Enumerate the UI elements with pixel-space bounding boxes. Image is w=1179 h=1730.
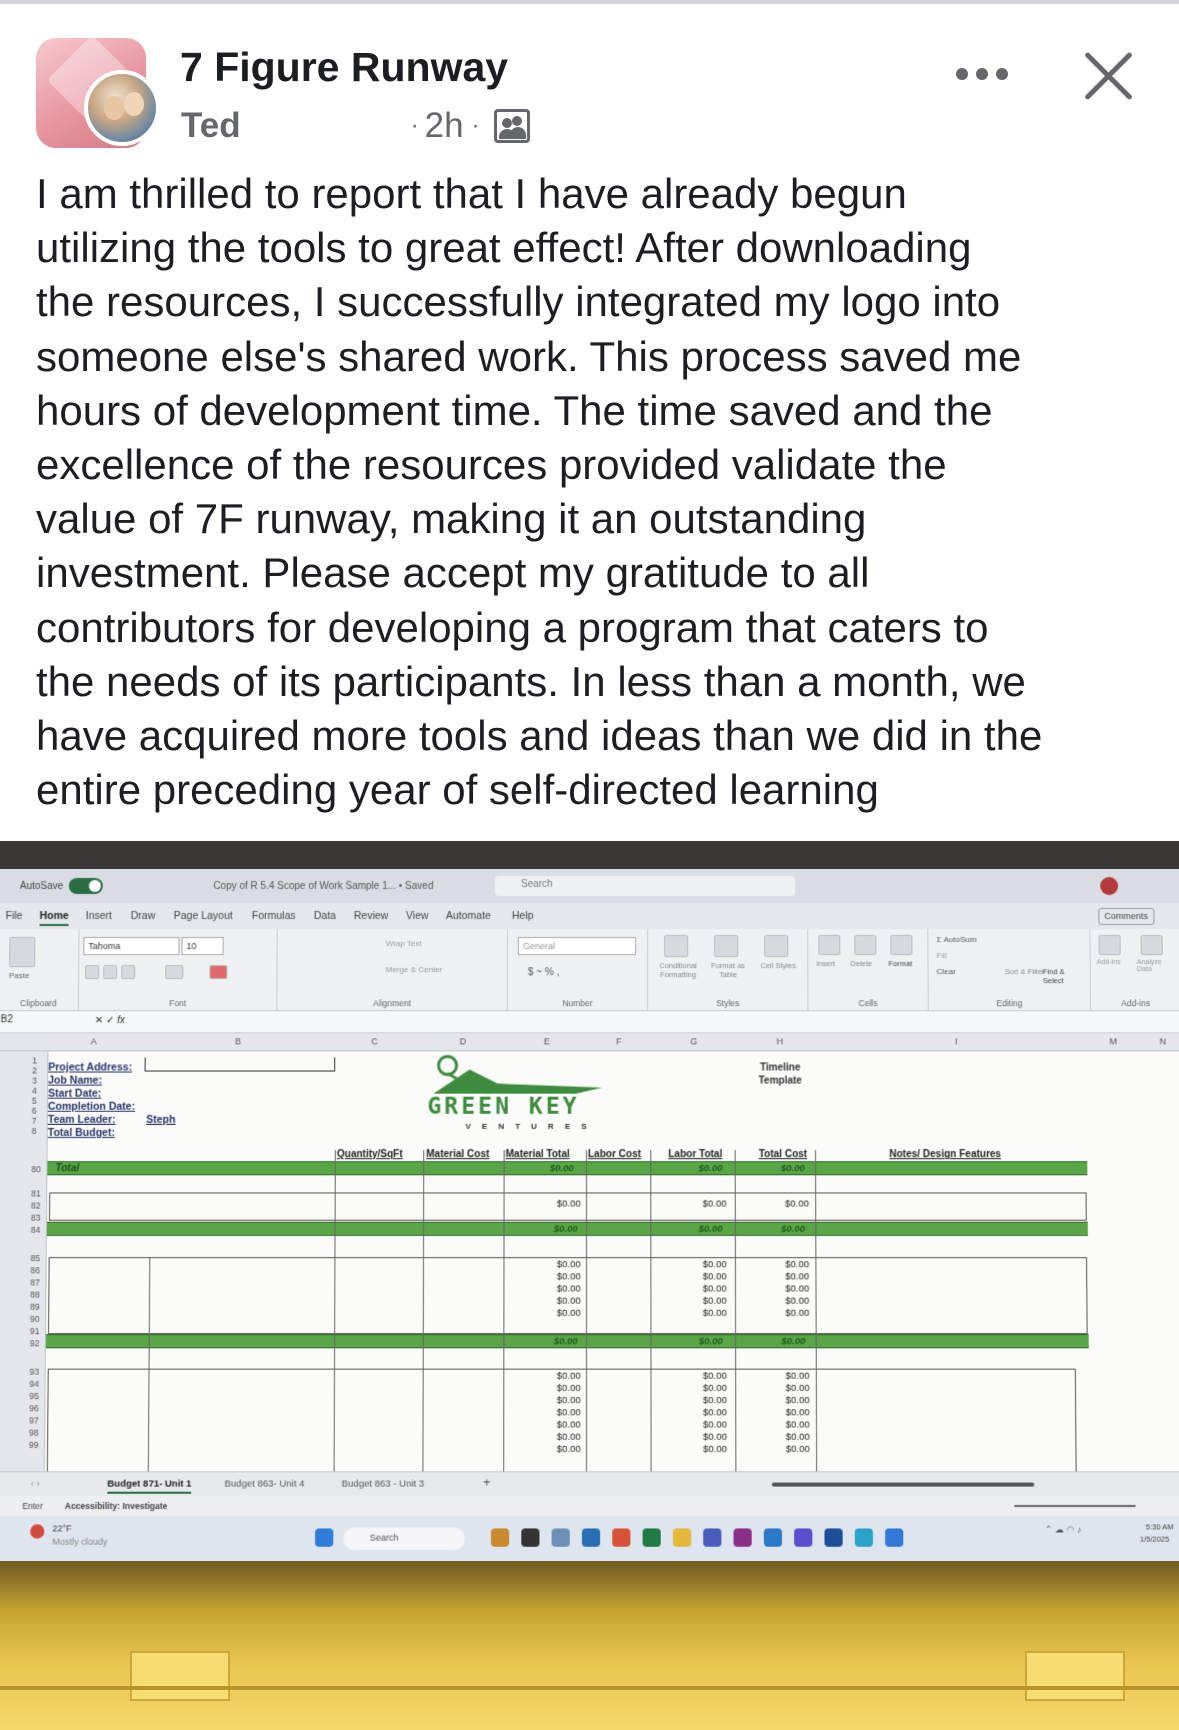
cell-value: $0.00	[703, 1431, 728, 1443]
column-header: F	[616, 1036, 622, 1047]
post-text-line: I am thrilled to report that I have already begun	[36, 170, 907, 217]
menu-data: Data	[313, 910, 337, 923]
post-text-line: entire preceding year of self-directed learning	[36, 766, 879, 814]
cell-value: $0.00	[556, 1382, 581, 1395]
cell-value: $0.00	[785, 1419, 810, 1431]
author-name[interactable]: Ted	[181, 106, 241, 145]
cell-value: $0.00	[702, 1259, 727, 1271]
group-label: Editing	[996, 998, 1023, 1009]
analyze-data-label: Analyze Data	[1136, 959, 1162, 974]
header-material-total: Material Total	[505, 1149, 570, 1161]
cell-value: $0.00	[785, 1307, 810, 1319]
menu-help: Help	[511, 910, 534, 923]
subtotal-value: $0.00	[698, 1336, 723, 1348]
row-number: 89	[30, 1301, 40, 1312]
excel-taskbar-icon	[643, 1528, 661, 1546]
user-avatar[interactable]	[84, 70, 160, 146]
logo-subtitle: VENTURES	[465, 1121, 598, 1131]
zoom-slider	[1014, 1505, 1135, 1507]
subtotal-value: $0.00	[781, 1223, 806, 1235]
cell-value: $0.00	[556, 1307, 581, 1319]
header-notes: Notes/ Design Features	[889, 1149, 1002, 1161]
taskbar-app-icon	[521, 1528, 539, 1546]
subtotal-value: $0.00	[781, 1336, 806, 1348]
cell-value: $0.00	[785, 1382, 810, 1395]
menu-insert: Insert	[85, 910, 112, 923]
post-text-line: investment. Please accept my gratitude to all	[36, 549, 870, 597]
cell-value: $0.00	[556, 1283, 581, 1295]
clear-label: Clear	[936, 967, 956, 977]
row-numbers	[0, 1051, 48, 1471]
name-box: B2	[0, 1014, 13, 1026]
more-options-icon[interactable]	[950, 54, 1014, 94]
taskbar-app-icon	[703, 1528, 721, 1546]
total-budget-label: Total Budget:	[47, 1126, 115, 1139]
cell-value: $0.00	[703, 1443, 728, 1456]
post-body	[36, 167, 1156, 817]
paste-icon	[9, 937, 35, 967]
taskbar-app-icon	[824, 1528, 842, 1546]
row-number: 98	[28, 1427, 39, 1438]
row-number: 92	[29, 1338, 40, 1349]
team-leader-label: Team Leader:	[47, 1113, 116, 1126]
taskbar-search	[343, 1527, 464, 1549]
header-labor-total: Labor Total	[668, 1149, 723, 1161]
row-number: 6	[31, 1105, 37, 1116]
windows-taskbar	[0, 1516, 1179, 1561]
delete-label: Delete	[850, 959, 873, 969]
cell-value: $0.00	[702, 1370, 727, 1382]
row-number: 81	[31, 1188, 41, 1199]
post-text-line: excellence of the resources provided validate the	[36, 441, 947, 489]
ribbon-group-cells	[808, 929, 929, 1011]
insert-cells-icon	[818, 935, 840, 955]
row-number: 82	[30, 1200, 41, 1211]
taskbar-app-icon	[673, 1528, 691, 1546]
team-leader-value: Steph	[146, 1113, 176, 1126]
menu-file: File	[5, 910, 23, 923]
column-header: C	[371, 1036, 378, 1047]
total-cost-value: $0.00	[780, 1163, 805, 1175]
cell-value: $0.00	[785, 1370, 810, 1382]
fill-label: Fill	[936, 951, 947, 961]
row-number: 85	[30, 1253, 41, 1264]
row-number: 8	[31, 1125, 37, 1136]
group-label: Cells	[858, 998, 878, 1009]
formula-bar	[0, 1011, 1179, 1033]
material-total-value: $0.00	[549, 1163, 574, 1175]
group-icon	[494, 109, 530, 143]
fx-icon: ✕ ✓ fx	[94, 1015, 126, 1027]
menu-automate: Automate	[445, 910, 491, 923]
job-name-label: Job Name:	[48, 1074, 103, 1087]
total-label: Total	[55, 1163, 80, 1175]
group-label: Clipboard	[20, 998, 57, 1009]
post-photo[interactable]	[0, 841, 1179, 1730]
document-title: Copy of R 5.4 Scope of Work Sample 1... • Saved	[213, 880, 434, 892]
taskbar-app-icon	[885, 1528, 903, 1546]
cell-value: $0.00	[556, 1407, 581, 1419]
cell-value: $0.00	[556, 1431, 581, 1443]
borders-icon	[165, 965, 183, 979]
project-address-label: Project Address:	[48, 1061, 133, 1074]
profile-avatar	[1100, 877, 1118, 895]
column-headers	[0, 1033, 1179, 1051]
add-sheet-button: +	[482, 1474, 491, 1490]
laptop-hinge	[0, 1686, 1179, 1690]
comments-button: Comments	[1098, 908, 1154, 925]
cell-value: $0.00	[702, 1407, 727, 1419]
row-number: 84	[30, 1224, 41, 1235]
header-quantity: Quantity/SqFt	[336, 1149, 403, 1161]
row-number: 2	[32, 1065, 38, 1076]
header-material-cost: Material Cost	[426, 1149, 490, 1161]
weather-desc: Mostly cloudy	[52, 1536, 108, 1547]
taskbar-app-icon	[794, 1528, 812, 1546]
cell-value: $0.00	[702, 1307, 727, 1319]
font-color-icon	[209, 965, 227, 979]
ribbon-group-addins	[1090, 929, 1179, 1011]
cell-value: $0.00	[785, 1407, 810, 1419]
find-select-label: Find & Select	[1042, 967, 1065, 986]
taskbar-app-icon	[612, 1528, 630, 1546]
group-label: Alignment	[373, 998, 412, 1009]
status-mode: Enter	[22, 1500, 43, 1512]
row-number: 99	[28, 1439, 39, 1450]
number-format-box: General	[518, 937, 636, 955]
clock-time: 5:30 AM	[1145, 1522, 1174, 1532]
taskbar-app-icon	[552, 1528, 570, 1546]
group-name[interactable]: 7 Figure Runway	[180, 44, 509, 90]
total-row	[47, 1161, 1087, 1175]
row-number: 96	[29, 1403, 39, 1414]
row-number: 93	[29, 1366, 40, 1377]
cell-value: $0.00	[785, 1271, 810, 1283]
project-address-field	[145, 1057, 336, 1071]
underline-icon	[121, 965, 135, 979]
format-cells-icon	[890, 935, 912, 955]
ribbon-group-alignment	[277, 929, 508, 1011]
menu-page-layout: Page Layout	[173, 910, 233, 923]
ribbon-group-editing	[928, 929, 1091, 1011]
cell-value: $0.00	[785, 1431, 810, 1443]
group-label: Number	[562, 998, 593, 1009]
meta-separator: ·	[410, 112, 419, 139]
row-number: 90	[29, 1313, 40, 1324]
timeline-line-2: Template	[758, 1075, 802, 1087]
row-number: 97	[29, 1415, 39, 1426]
cell-value: $0.00	[702, 1295, 727, 1307]
group-label: Add-ins	[1121, 998, 1151, 1009]
excel-menubar	[0, 903, 1179, 929]
cell-value: $0.00	[702, 1395, 727, 1407]
excel-titlebar	[0, 869, 1179, 903]
logo-name: GREEN KEY	[427, 1093, 580, 1120]
ribbon-group-clipboard	[0, 929, 80, 1011]
ribbon-group-styles	[648, 929, 808, 1011]
subtotal-row	[47, 1222, 1088, 1236]
cell-value: $0.00	[785, 1295, 810, 1307]
laptop-base	[0, 1561, 1179, 1730]
completion-date-label: Completion Date:	[47, 1100, 136, 1113]
group-label: Font	[169, 998, 187, 1009]
row-number: 1	[32, 1055, 38, 1066]
format-table-label: Format as Table	[711, 961, 746, 980]
row-number: 3	[32, 1075, 37, 1086]
cell-styles-icon	[764, 935, 788, 957]
sheet-tab: Budget 863- Unit 4	[224, 1478, 305, 1490]
cell-value: $0.00	[785, 1259, 810, 1271]
subtotal-value: $0.00	[553, 1336, 578, 1348]
subtotal-row	[46, 1334, 1089, 1348]
taskbar-app-icon	[582, 1528, 600, 1546]
row-number: 88	[30, 1289, 40, 1300]
cell-value: $0.00	[785, 1198, 809, 1210]
close-icon[interactable]	[1080, 48, 1136, 104]
row-number: 86	[30, 1265, 41, 1276]
post-header	[0, 4, 1179, 144]
spreadsheet-grid	[0, 1051, 1179, 1471]
column-header: M	[1109, 1036, 1117, 1047]
taskbar-search-label: Search	[369, 1532, 399, 1543]
menu-view: View	[405, 910, 429, 923]
delete-cells-icon	[854, 935, 876, 955]
excel-ribbon	[0, 929, 1179, 1011]
cell-value: $0.00	[702, 1283, 727, 1295]
menu-draw: Draw	[130, 910, 156, 923]
column-header: A	[90, 1036, 97, 1047]
cell-value: $0.00	[556, 1259, 581, 1271]
post-meta	[181, 104, 530, 148]
bold-icon	[85, 965, 99, 979]
row-number: 91	[29, 1326, 40, 1337]
taskbar-app-icon	[855, 1528, 873, 1546]
row-number: 7	[31, 1115, 37, 1126]
post-text-line: someone else's shared work. This process saved me	[36, 332, 1022, 380]
laptop-screen	[0, 869, 1179, 1561]
taskbar-app-icon	[764, 1528, 782, 1546]
sheet-tab: Budget 863 - Unit 3	[341, 1478, 425, 1490]
row-number: 87	[30, 1277, 40, 1288]
laptop-foot	[130, 1651, 230, 1701]
post-text-line: the resources, I successfully integrated my logo into	[36, 278, 1001, 326]
post-text-line: contributors for developing a program that caters to	[36, 603, 989, 651]
cell-value: $0.00	[785, 1283, 810, 1295]
row-number: 80	[31, 1164, 41, 1175]
wrap-text-label: Wrap Text	[385, 939, 422, 949]
autosum-label: Σ AutoSum	[936, 935, 977, 945]
menu-formulas: Formulas	[251, 910, 296, 923]
cell-value: $0.00	[556, 1295, 581, 1307]
conditional-formatting-label: Conditional Formatting	[659, 961, 697, 980]
fx-text: fx	[117, 1015, 126, 1027]
ribbon-group-number	[508, 929, 648, 1011]
autosave-label: AutoSave	[19, 880, 64, 892]
insert-label: Insert	[816, 959, 836, 969]
windows-start-icon	[315, 1528, 333, 1546]
taskbar-app-icon	[733, 1528, 751, 1546]
clock-date: 1/5/2025	[1139, 1534, 1170, 1544]
column-header: G	[690, 1036, 698, 1047]
column-header: D	[459, 1036, 467, 1047]
format-label: Format	[888, 959, 913, 969]
autosum-text: AutoSum	[943, 935, 977, 945]
currency-icon: $ ~ % ,	[527, 967, 560, 979]
sort-filter-label: Sort & Filter	[1004, 967, 1045, 977]
addins-icon	[1099, 935, 1121, 955]
menu-review: Review	[353, 910, 389, 923]
column-header: I	[954, 1036, 958, 1047]
cell-value: $0.00	[556, 1395, 581, 1407]
cell-value: $0.00	[702, 1271, 727, 1283]
format-table-icon	[714, 935, 738, 957]
row-number: 5	[31, 1095, 37, 1106]
cell-value: $0.00	[556, 1419, 581, 1431]
header-labor-cost: Labor Cost	[587, 1149, 642, 1161]
post-text-line: utilizing the tools to great effect! After downloading	[36, 224, 972, 272]
column-header: H	[776, 1036, 784, 1047]
addins-label: Add-ins	[1096, 959, 1121, 967]
cell-value: $0.00	[785, 1443, 810, 1456]
post-text-line: the needs of its participants. In less than a month, we	[36, 657, 1026, 705]
conditional-formatting-icon	[664, 935, 688, 957]
column-header: E	[543, 1036, 550, 1047]
excel-search	[495, 876, 795, 896]
meta-separator: ·	[471, 112, 480, 139]
subtotal-value: $0.00	[698, 1223, 723, 1235]
menu-home: Home	[40, 910, 69, 926]
header-total-cost: Total Cost	[758, 1149, 808, 1161]
post-time[interactable]: 2h	[424, 106, 464, 145]
start-date-label: Start Date:	[48, 1087, 102, 1100]
cell-value: $0.00	[702, 1382, 727, 1395]
cell-value: $0.00	[556, 1443, 581, 1456]
cell-value: $0.00	[556, 1271, 581, 1283]
excel-statusbar	[0, 1496, 1179, 1516]
font-size-box: 10	[181, 937, 223, 955]
post-text-line: hours of development time. The time saved and the	[36, 386, 993, 434]
font-name-box: Tahoma	[83, 937, 179, 955]
row-number: 4	[32, 1085, 37, 1096]
column-header: N	[1159, 1036, 1167, 1047]
cell-value: $0.00	[702, 1198, 727, 1210]
labor-total-value: $0.00	[698, 1163, 723, 1175]
italic-icon	[103, 965, 117, 979]
search-label: Search	[520, 878, 553, 890]
merge-center-label: Merge & Center	[385, 965, 443, 975]
cell-value: $0.00	[785, 1395, 810, 1407]
laptop-foot	[1025, 1651, 1125, 1701]
analyze-data-icon	[1141, 935, 1163, 955]
cell-value: $0.00	[556, 1198, 581, 1210]
sheet-tab: Budget 871- Unit 1	[107, 1478, 191, 1493]
sheet-tabs	[0, 1471, 1179, 1495]
timeline-template-title	[759, 1061, 802, 1087]
post-text-line: have acquired more tools and ideas than we did in the	[36, 712, 1043, 760]
post-text-line: value of 7F runway, making it an outstanding	[36, 495, 867, 543]
cell-styles-label: Cell Styles	[760, 961, 797, 971]
system-tray-icon: ⌃ ☁ ◠ ♪	[1044, 1524, 1082, 1535]
tab-scroll-icon: ‹ ›	[30, 1478, 40, 1490]
subtotal-value: $0.00	[553, 1223, 578, 1235]
row-number: 94	[29, 1378, 40, 1389]
cell-value: $0.00	[702, 1419, 727, 1431]
row-number: 83	[30, 1212, 41, 1223]
weather-icon	[30, 1524, 44, 1538]
group-label: Styles	[716, 998, 740, 1009]
grid-line	[586, 1150, 587, 1471]
timeline-line-1: Timeline	[759, 1062, 801, 1074]
paste-label: Paste	[8, 971, 30, 981]
taskbar-app-icon	[491, 1528, 509, 1546]
column-header: B	[235, 1036, 242, 1047]
autosave-toggle	[69, 878, 103, 894]
accessibility-status: Accessibility: Investigate	[64, 1500, 168, 1512]
row-number: 95	[29, 1390, 39, 1402]
ribbon-group-font	[79, 929, 278, 1011]
cell-value: $0.00	[556, 1370, 581, 1382]
horizontal-scrollbar	[772, 1483, 1035, 1487]
weather-temp: 22°F	[52, 1523, 72, 1534]
